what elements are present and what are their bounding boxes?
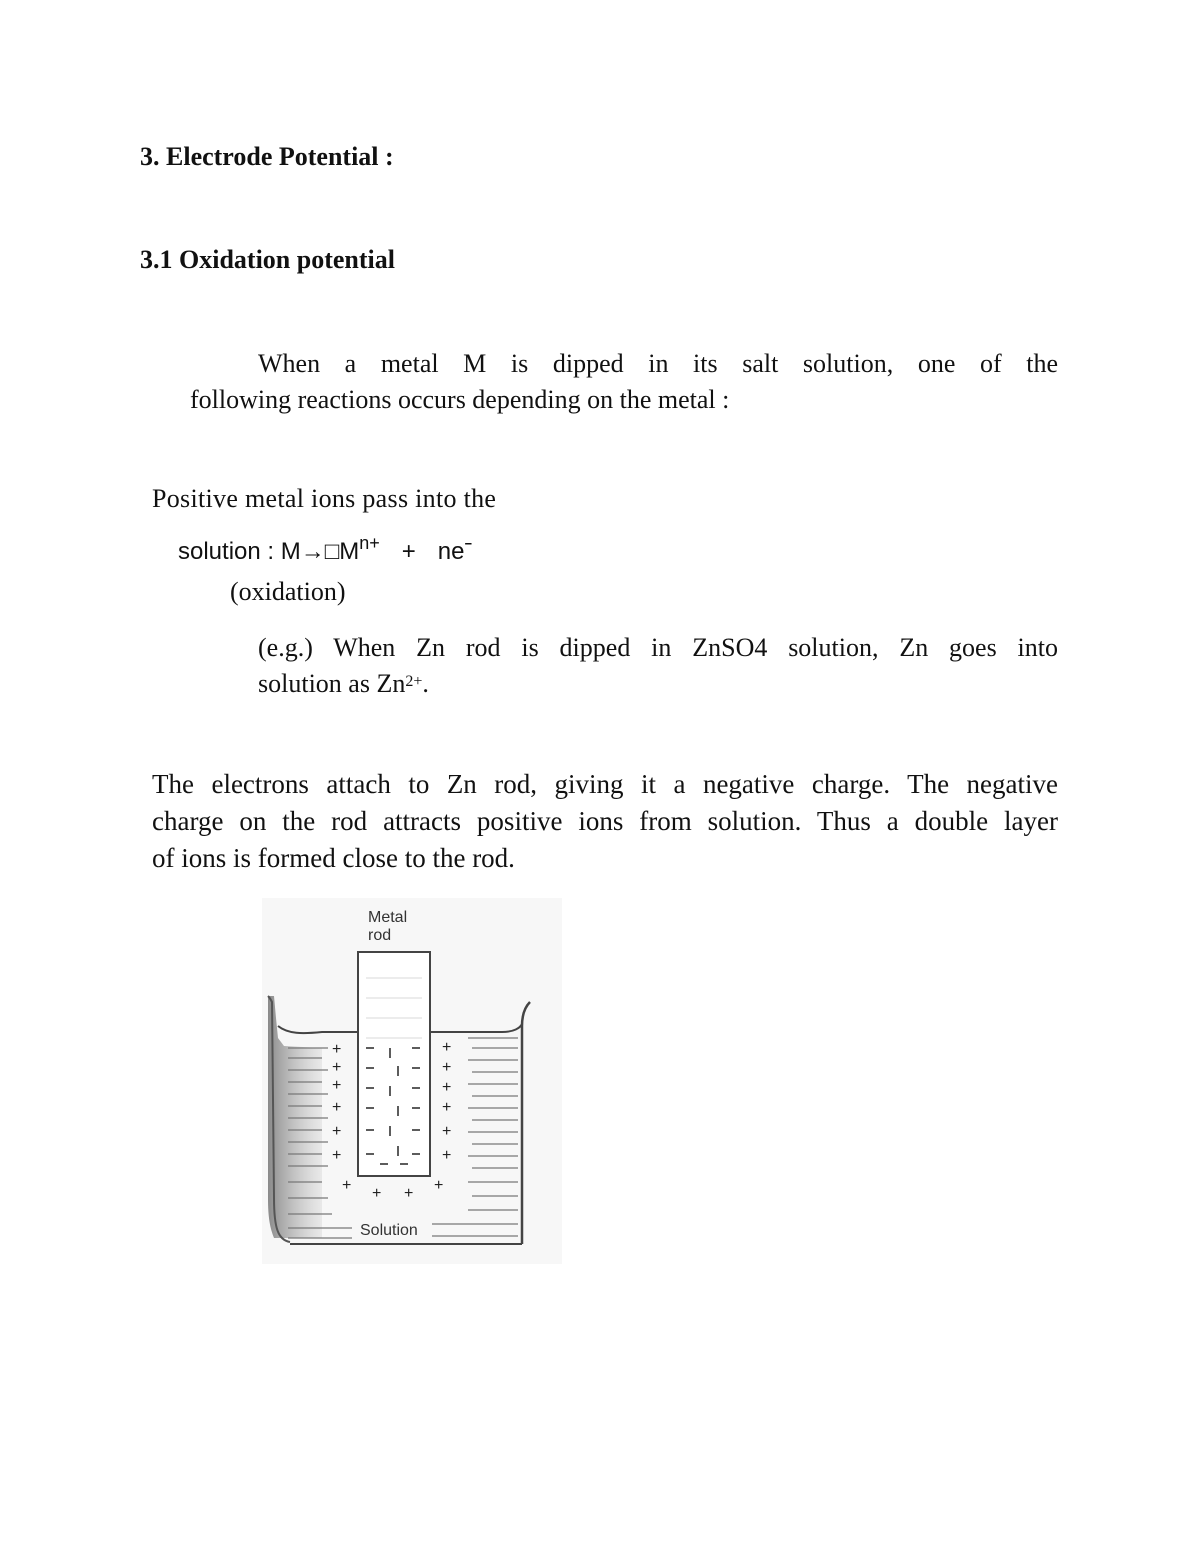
subsection-heading: 3.1 Oxidation potential <box>140 245 395 274</box>
svg-text:+: + <box>342 1177 352 1194</box>
svg-text:+: + <box>332 1041 342 1058</box>
positive-ions-text: Positive metal ions pass into the <box>152 484 497 513</box>
svg-text:+: + <box>442 1099 452 1116</box>
svg-text:+: + <box>442 1039 452 1056</box>
svg-text:+: + <box>442 1059 452 1076</box>
equation-note: (oxidation) <box>230 577 346 606</box>
equation-rhs: neˉ <box>437 538 473 565</box>
svg-text:+: + <box>372 1185 382 1202</box>
solution-label: Solution <box>360 1222 418 1239</box>
equation-lhs: solution : M→□M <box>178 538 360 565</box>
section-heading: 3. Electrode Potential : <box>140 142 394 171</box>
electrons-line-3: of ions is formed close to the rod. <box>152 843 515 873</box>
svg-text:+: + <box>332 1147 342 1164</box>
example-superscript: 2+ <box>405 673 423 690</box>
rod-label: rod <box>368 927 392 944</box>
example-line-1: (e.g.) When Zn rod is dipped in ZnSO4 solution, Zn goes into <box>258 633 1058 662</box>
svg-text:+: + <box>434 1177 444 1194</box>
svg-text:+: + <box>404 1185 414 1202</box>
example-period: . <box>422 669 429 698</box>
svg-text:+: + <box>332 1059 342 1076</box>
electrons-line-2: charge on the rod attracts positive ions from solution. Thus a double layer <box>152 806 1058 836</box>
svg-text:+: + <box>442 1147 452 1164</box>
equation-plus: + <box>401 538 416 565</box>
svg-text:+: + <box>332 1099 342 1116</box>
electrons-paragraph <box>152 766 1058 877</box>
metal-rod <box>358 952 430 1176</box>
example-text: solution as Zn <box>258 669 406 698</box>
equation-superscript: n+ <box>359 533 380 553</box>
electrons-line-1: The electrons attach to Zn rod, giving it a negative charge. The negative <box>152 769 1058 799</box>
svg-text:+: + <box>442 1079 452 1096</box>
intro-line-2: following reactions occurs depending on the metal : <box>190 385 730 414</box>
oxidation-equation <box>178 533 473 566</box>
svg-text:+: + <box>332 1077 342 1094</box>
example-line-2 <box>258 666 429 702</box>
svg-text:+: + <box>442 1123 452 1140</box>
electrode-diagram <box>262 898 562 1264</box>
svg-text:+: + <box>332 1123 342 1140</box>
metal-label: Metal <box>368 909 408 926</box>
intro-line-1: When a metal M is dipped in its salt solution, one of the <box>258 349 1058 378</box>
